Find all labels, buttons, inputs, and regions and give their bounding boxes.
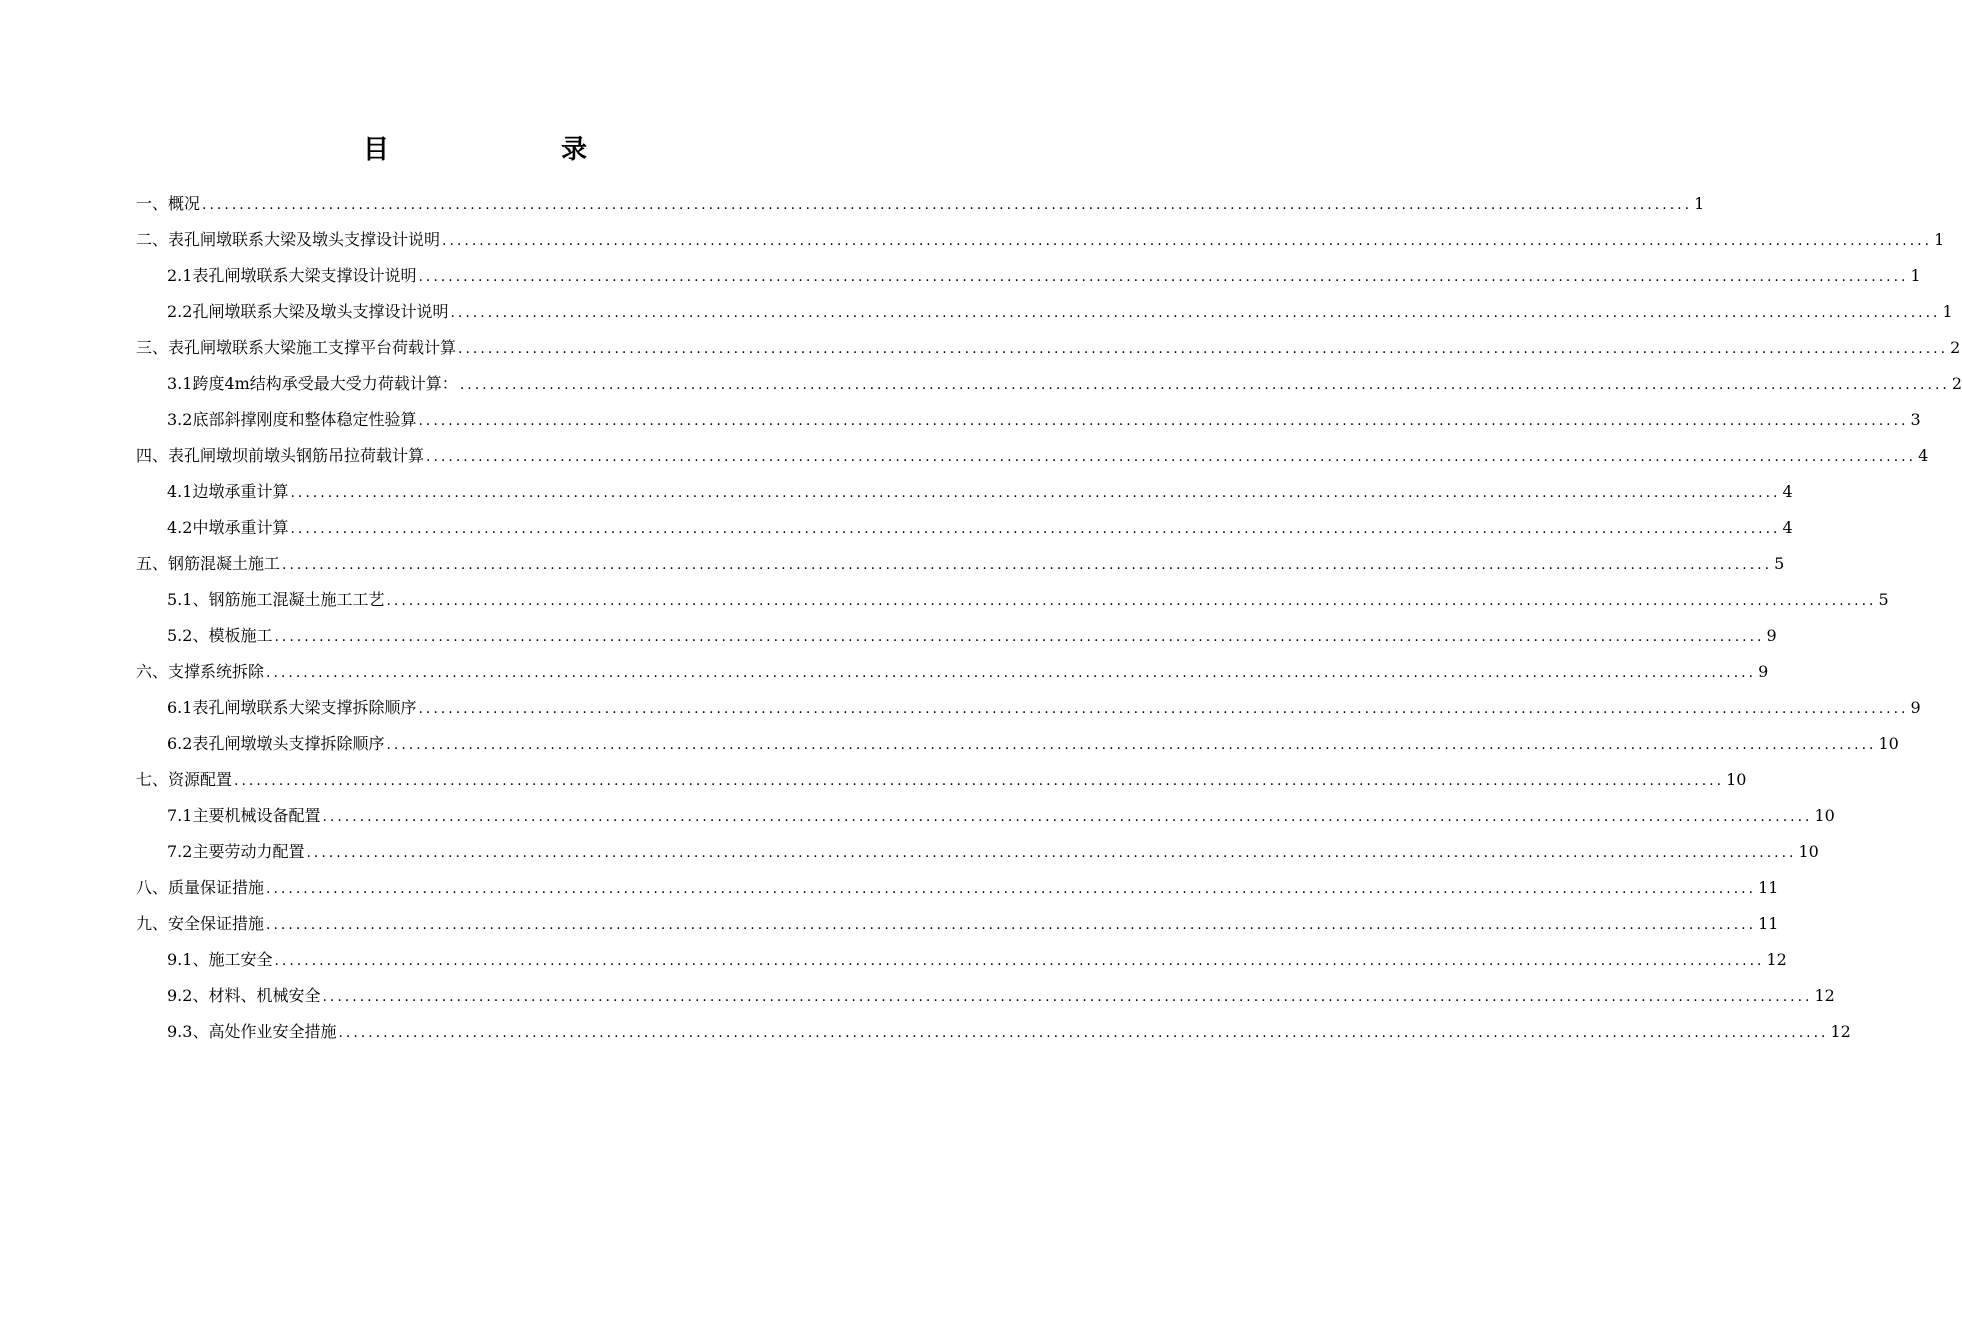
toc-entry-text: 三、表孔闸墩联系大梁施工支撑平台荷载计算 bbox=[136, 338, 457, 357]
toc-entry-text: 2.2孔闸墩联系大梁及墩头支撑设计说明 bbox=[167, 302, 449, 321]
toc-page-number: 9 bbox=[1910, 698, 1921, 717]
toc-entry[interactable] bbox=[136, 654, 1769, 690]
toc-page-number: 2 bbox=[1951, 374, 1962, 393]
toc-entry[interactable] bbox=[136, 618, 1777, 654]
toc-entry-text: 7.1主要机械设备配置 bbox=[167, 806, 321, 825]
toc-dot-leader: ........................................................................................................................................................................................................ bbox=[274, 629, 1765, 645]
toc-entry-text: 九、安全保证措施 bbox=[136, 914, 265, 933]
toc-entry[interactable] bbox=[136, 258, 1921, 294]
toc-page-number: 4 bbox=[1918, 446, 1929, 465]
toc-page-number: 1 bbox=[1694, 194, 1705, 213]
toc-entry-text: 6.1表孔闸墩联系大梁支撑拆除顺序 bbox=[167, 698, 417, 717]
toc-entry-text: 7.2主要劳动力配置 bbox=[167, 842, 305, 861]
toc-entry[interactable] bbox=[136, 798, 1835, 834]
toc-page-number: 2 bbox=[1950, 338, 1961, 357]
toc-dot-leader: ........................................................................................................................................................................................................ bbox=[202, 197, 1693, 213]
toc-page-number: 10 bbox=[1814, 806, 1835, 825]
toc-entry-text: 五、钢筋混凝土施工 bbox=[136, 554, 281, 573]
toc-dot-leader: ........................................................................................................................................................................................................ bbox=[266, 665, 1757, 681]
toc-entry-text: 2.1表孔闸墩联系大梁支撑设计说明 bbox=[167, 266, 417, 285]
toc-entry[interactable] bbox=[136, 690, 1921, 726]
toc-dot-leader: ........................................................................................................................................................................................................ bbox=[290, 521, 1781, 537]
toc-page-number: 11 bbox=[1758, 878, 1779, 897]
toc-entry[interactable] bbox=[136, 510, 1793, 546]
toc-entry[interactable] bbox=[136, 366, 1962, 402]
toc-entry-text: 八、质量保证措施 bbox=[136, 878, 265, 897]
toc-entry-text: 6.2表孔闸墩墩头支撑拆除顺序 bbox=[167, 734, 385, 753]
toc-dot-leader: ........................................................................................................................................................................................................ bbox=[418, 269, 1909, 285]
toc-entry[interactable] bbox=[136, 438, 1929, 474]
toc-title: 目 录 bbox=[362, 135, 627, 165]
toc-page-number: 11 bbox=[1758, 914, 1779, 933]
toc-entry[interactable] bbox=[136, 978, 1835, 1014]
toc-page-number: 10 bbox=[1878, 734, 1899, 753]
toc-entry[interactable] bbox=[136, 474, 1793, 510]
toc-page-number: 1 bbox=[1910, 266, 1921, 285]
toc-page-number: 4 bbox=[1782, 518, 1793, 537]
toc-entry[interactable] bbox=[136, 1014, 1851, 1050]
toc-dot-leader: ........................................................................................................................................................................................................ bbox=[234, 773, 1725, 789]
toc-page-number: 5 bbox=[1878, 590, 1889, 609]
toc-entry-text: 9.2、材料、机械安全 bbox=[167, 986, 321, 1005]
toc-entry[interactable] bbox=[136, 222, 1945, 258]
toc-entry[interactable] bbox=[136, 582, 1889, 618]
toc-list bbox=[136, 186, 1962, 1050]
toc-dot-leader: ........................................................................................................................................................................................................ bbox=[266, 881, 1757, 897]
toc-page-number: 1 bbox=[1942, 302, 1953, 321]
toc-entry-text: 一、概况 bbox=[136, 194, 201, 213]
toc-dot-leader: ........................................................................................................................................................................................................ bbox=[386, 593, 1877, 609]
toc-page-number: 12 bbox=[1766, 950, 1787, 969]
toc-entry[interactable] bbox=[136, 330, 1961, 366]
toc-dot-leader: ........................................................................................................................................................................................................ bbox=[459, 377, 1950, 393]
toc-entry[interactable] bbox=[136, 294, 1953, 330]
toc-page-number: 12 bbox=[1814, 986, 1835, 1005]
toc-dot-leader: ........................................................................................................................................................................................................ bbox=[458, 341, 1949, 357]
toc-entry[interactable] bbox=[136, 870, 1779, 906]
toc-dot-leader: ........................................................................................................................................................................................................ bbox=[442, 233, 1933, 249]
toc-page-number: 9 bbox=[1766, 626, 1777, 645]
toc-entry-text: 3.2底部斜撑刚度和整体稳定性验算 bbox=[167, 410, 417, 429]
toc-entry[interactable] bbox=[136, 906, 1779, 942]
toc-dot-leader: ........................................................................................................................................................................................................ bbox=[322, 989, 1813, 1005]
toc-entry[interactable] bbox=[136, 942, 1787, 978]
toc-page-number: 10 bbox=[1798, 842, 1819, 861]
toc-entry-text: 4.1边墩承重计算 bbox=[167, 482, 289, 501]
toc-page-number: 10 bbox=[1726, 770, 1747, 789]
toc-dot-leader: ........................................................................................................................................................................................................ bbox=[418, 413, 1909, 429]
toc-entry[interactable] bbox=[136, 834, 1819, 870]
toc-dot-leader: ........................................................................................................................................................................................................ bbox=[322, 809, 1813, 825]
toc-page-number: 9 bbox=[1758, 662, 1769, 681]
toc-dot-leader: ........................................................................................................................................................................................................ bbox=[418, 701, 1909, 717]
toc-dot-leader: ........................................................................................................................................................................................................ bbox=[282, 557, 1773, 573]
toc-dot-leader: ........................................................................................................................................................................................................ bbox=[386, 737, 1877, 753]
toc-dot-leader: ........................................................................................................................................................................................................ bbox=[450, 305, 1941, 321]
toc-entry-text: 9.1、施工安全 bbox=[167, 950, 273, 969]
toc-entry-text: 5.2、模板施工 bbox=[167, 626, 273, 645]
toc-entry[interactable] bbox=[136, 762, 1747, 798]
toc-page-number: 4 bbox=[1782, 482, 1793, 501]
toc-entry-text: 3.1跨度4m结构承受最大受力荷载计算： bbox=[167, 374, 458, 393]
toc-entry[interactable] bbox=[136, 546, 1785, 582]
toc-dot-leader: ........................................................................................................................................................................................................ bbox=[306, 845, 1797, 861]
toc-dot-leader: ........................................................................................................................................................................................................ bbox=[266, 917, 1757, 933]
toc-entry-text: 5.1、钢筋施工混凝土施工工艺 bbox=[167, 590, 385, 609]
toc-dot-leader: ........................................................................................................................................................................................................ bbox=[338, 1025, 1829, 1041]
toc-entry-text: 9.3、高处作业安全措施 bbox=[167, 1022, 337, 1041]
toc-entry[interactable] bbox=[136, 186, 1705, 222]
toc-entry[interactable] bbox=[136, 726, 1899, 762]
toc-page-number: 3 bbox=[1910, 410, 1921, 429]
toc-entry[interactable] bbox=[136, 402, 1921, 438]
toc-page-number: 1 bbox=[1934, 230, 1945, 249]
toc-entry-text: 四、表孔闸墩坝前墩头钢筋吊拉荷载计算 bbox=[136, 446, 425, 465]
toc-entry-text: 七、资源配置 bbox=[136, 770, 233, 789]
toc-dot-leader: ........................................................................................................................................................................................................ bbox=[290, 485, 1781, 501]
toc-entry-text: 二、表孔闸墩联系大梁及墩头支撑设计说明 bbox=[136, 230, 441, 249]
toc-entry-text: 4.2中墩承重计算 bbox=[167, 518, 289, 537]
toc-dot-leader: ........................................................................................................................................................................................................ bbox=[274, 953, 1765, 969]
toc-dot-leader: ........................................................................................................................................................................................................ bbox=[426, 449, 1917, 465]
toc-page-number: 12 bbox=[1830, 1022, 1851, 1041]
toc-entry-text: 六、支撑系统拆除 bbox=[136, 662, 265, 681]
toc-page-number: 5 bbox=[1774, 554, 1785, 573]
